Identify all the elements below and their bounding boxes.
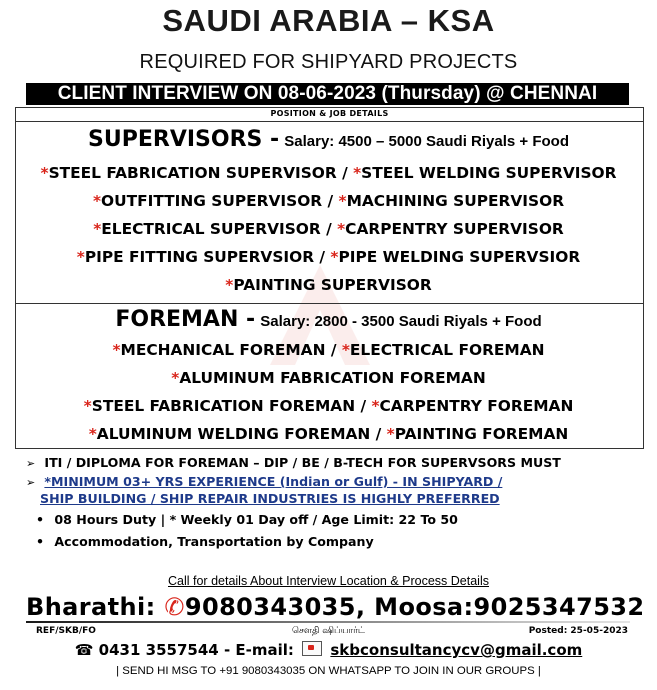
landline-number[interactable]: 0431 3557544 xyxy=(98,641,219,659)
job-line: *STEEL FABRICATION SUPERVISOR / *STEEL WELDING SUPERVISOR xyxy=(40,164,617,182)
contact-line xyxy=(0,641,657,659)
bharathi-phone[interactable]: 9080343035, xyxy=(184,593,366,621)
job-title: PAINTING FOREMAN xyxy=(394,425,569,443)
job-title: CARPENTRY FOREMAN xyxy=(379,397,574,415)
arrow-bullet-icon: ➢ xyxy=(26,476,36,489)
supervisors-title: SUPERVISORS - xyxy=(88,127,280,152)
job-title: ELECTRICAL SUPERVISOR xyxy=(101,220,321,238)
job-line: *PIPE FITTING SUPERVSIOR / *PIPE WELDING SUPERVSIOR xyxy=(76,248,581,266)
interview-banner: CLIENT INTERVIEW ON 08-06-2023 (Thursday) @ CHENNAI xyxy=(26,83,629,105)
job-line: *OUTFITTING SUPERVISOR / *MACHINING SUPERVISOR xyxy=(92,192,565,210)
job-title: OUTFITTING SUPERVISOR xyxy=(101,192,323,210)
bullet-star: * xyxy=(171,369,180,387)
job-title: STEEL FABRICATION SUPERVISOR xyxy=(48,164,337,182)
moosa-label: Moosa: xyxy=(374,593,474,621)
foreman-heading xyxy=(0,307,657,332)
bullet-star: * xyxy=(88,425,97,443)
phone-icon: ✆ xyxy=(164,593,185,621)
job-title: STEEL WELDING SUPERVISOR xyxy=(361,164,617,182)
accommodation-item xyxy=(30,534,374,549)
experience-item-continued xyxy=(40,491,500,506)
job-line: *STEEL FABRICATION FOREMAN / *CARPENTRY FOREMAN xyxy=(83,397,574,415)
arrow-bullet-icon: ➢ xyxy=(26,457,36,470)
email-label: - E-mail: xyxy=(223,641,294,659)
mail-icon xyxy=(302,641,322,656)
job-line xyxy=(0,276,657,294)
qualification-item xyxy=(26,455,561,470)
foreman-salary: Salary: 2800 - 3500 Saudi Riyals + Food xyxy=(260,313,542,330)
duty-text: 08 Hours Duty | * Weekly 01 Day off / Age Limit: 22 To 50 xyxy=(54,512,458,527)
bullet-star: * xyxy=(76,248,85,266)
accommodation-text: Accommodation, Transportation by Company xyxy=(54,534,374,549)
job-title: ALUMINUM FABRICATION FOREMAN xyxy=(179,369,486,387)
bullet-dot-icon: • xyxy=(35,512,45,527)
bullet-dot-icon: • xyxy=(35,534,45,549)
job-title: PIPE WELDING SUPERVSIOR xyxy=(338,248,581,266)
call-details-text: Call for details About Interview Location & Process Details xyxy=(168,574,489,588)
bharathi-label: Bharathi: xyxy=(26,593,156,621)
experience-text-line2: SHIP BUILDING / SHIP REPAIR INDUSTRIES IS HIGHLY PREFERRED xyxy=(40,491,500,506)
bullet-star: * xyxy=(337,220,346,238)
experience-text-line1: *MINIMUM 03+ YRS EXPERIENCE (Indian or Gulf) - IN SHIPYARD / xyxy=(44,474,503,489)
bullet-star: * xyxy=(40,164,49,182)
supervisors-salary: Salary: 4500 – 5000 Saudi Riyals + Food xyxy=(284,133,569,150)
job-title: ELECTRICAL FOREMAN xyxy=(349,341,545,359)
job-line: *MECHANICAL FOREMAN / *ELECTRICAL FOREMAN xyxy=(112,341,545,359)
whatsapp-footer: | SEND HI MSG TO +91 9080343035 ON WHATSAPP TO JOIN IN OUR GROUPS | xyxy=(116,665,541,677)
job-line xyxy=(0,369,657,387)
job-line: *ALUMINUM WELDING FOREMAN / *PAINTING FOREMAN xyxy=(88,425,569,443)
job-title: ALUMINUM WELDING FOREMAN xyxy=(96,425,371,443)
job-title: CARPENTRY SUPERVISOR xyxy=(345,220,564,238)
job-line: *ELECTRICAL SUPERVISOR / *CARPENTRY SUPERVISOR xyxy=(93,220,564,238)
foreman-title: FOREMAN - xyxy=(115,307,256,332)
bullet-star: * xyxy=(386,425,395,443)
page-title: SAUDI ARABIA – KSA xyxy=(162,3,495,38)
telephone-icon: ☎ xyxy=(74,641,94,659)
bullet-star: * xyxy=(330,248,339,266)
bullet-star: * xyxy=(341,341,350,359)
phone-contacts xyxy=(26,593,645,621)
bullet-star: * xyxy=(353,164,362,182)
bullet-star: * xyxy=(112,341,121,359)
job-title: STEEL FABRICATION FOREMAN xyxy=(91,397,356,415)
email-link[interactable]: skbconsultancycv@gmail.com xyxy=(330,641,583,659)
duty-item xyxy=(30,512,458,527)
experience-item xyxy=(26,474,502,489)
job-title: MECHANICAL FOREMAN xyxy=(120,341,326,359)
tamil-caption: சௌதி ஷிப்யார்ட் xyxy=(291,626,366,636)
bullet-star: * xyxy=(83,397,92,415)
bullet-star: * xyxy=(225,276,234,294)
posted-date: Posted: 25-05-2023 xyxy=(528,626,628,636)
bullet-star: * xyxy=(93,220,102,238)
reference-code: REF/SKB/FO xyxy=(36,626,96,636)
qualification-text: ITI / DIPLOMA FOR FOREMAN – DIP / BE / B-TECH FOR SUPERVSORS MUST xyxy=(44,455,561,470)
job-title: MACHINING SUPERVISOR xyxy=(346,192,565,210)
position-details-header: POSITION & JOB DETAILS xyxy=(15,107,644,122)
page-subtitle: REQUIRED FOR SHIPYARD PROJECTS xyxy=(139,51,518,73)
bullet-star: * xyxy=(338,192,347,210)
moosa-phone[interactable]: 9025347532 xyxy=(473,593,645,621)
bullet-star: * xyxy=(92,192,101,210)
supervisors-heading xyxy=(0,127,657,152)
job-title: PIPE FITTING SUPERVSIOR xyxy=(84,248,315,266)
contact-divider xyxy=(26,621,630,623)
bullet-star: * xyxy=(371,397,380,415)
job-title: PAINTING SUPERVISOR xyxy=(233,276,432,294)
